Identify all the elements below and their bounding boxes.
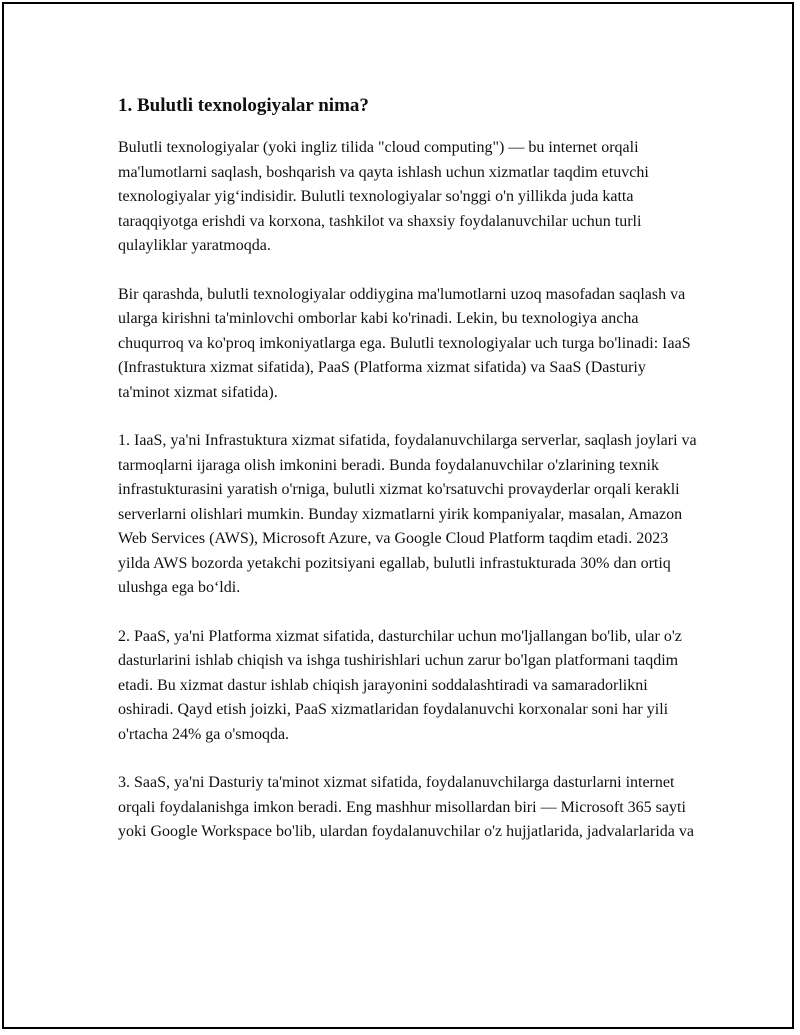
saas-paragraph: 3. SaaS, ya'ni Dasturiy ta'minot xizmat sifatida, foydalanuvchilarga dasturlarni internet orqali foydalanishga imkon beradi. Eng mashhur misollardan biri — Microsoft 365 sayti yoki Google Workspace bo'lib, ulardan foydalanuvchilar o'z hujjatlarida, jadvalarlarida va bbox=[118, 774, 694, 840]
overview-paragraph: Bir qarashda, bulutli texnologiyalar oddiygina ma'lumotlarni uzoq masofadan saqlash va ularga kirishni ta'minlovchi omborlar kabi ko'rinadi. Lekin, bu texnologiya ancha chuqurroq va ko'proq imkoniyatlarga ega. Bulutli texnologiyalar uch turga bo'linadi: IaaS (Infrastuktura xizmat sifatida), PaaS (Platforma xizmat sifatida) va SaaS (Dasturiy ta'minot xizmat sifatida). bbox=[118, 285, 691, 401]
paas-paragraph: 2. PaaS, ya'ni Platforma xizmat sifatida, dasturchilar uchun mo'ljallangan bo'lib, ular o'z dasturlarini ishlab chiqish va ishga tushirishlari uchun zarur bo'lgan platformani taqdim etadi. Bu xizmat dastur ishlab chiqish jarayonini soddalashtiradi va samaradorlikni oshiradi. Qayd etish joizki, PaaS xizmatlaridan foydalanuvchi korxonalar soni har yili o'rtacha 24% ga o'smoqda. bbox=[118, 627, 682, 743]
iaas-paragraph: 1. IaaS, ya'ni Infrastuktura xizmat sifatida, foydalanuvchilarga serverlar, saqlash joylari va tarmoqlarni ijaraga olish imkonini beradi. Bunda foydalanuvchilar o'zlarining texnik infrastukturasini yaratish o'rniga, bulutli xizmat ko'rsatuvchi provayderlar orqali kerakli serverlarni olishlari mumkin. Bunday xizmatlarni yirik kompaniyalar, masalan, Amazon Web Services (AWS), Microsoft Azure, va Google Cloud Platform taqdim etadi. 2023 yilda AWS bozorda yetakchi pozitsiyani egallab, bulutli infrastukturada 30% dan ortiq ulushga ega bo‘ldi. bbox=[118, 432, 697, 596]
intro-paragraph: Bulutli texnologiyalar (yoki ingliz tilida "cloud computing") — bu internet orqali ma'lumotlarni saqlash, boshqarish va qayta ishlash uchun xizmatlar taqdim etuvchi texnologiyalar yig‘indisidir. Bulutli texnologiyalar so'nggi o'n yillikda juda katta taraqqiyotga erishdi va korxona, tashkilot va shaxsiy foydalanuvchilar uchun turli qulayliklar yaratmoqda. bbox=[118, 139, 649, 254]
document-body bbox=[118, 92, 698, 869]
section-heading: 1. Bulutli texnologiyalar nima? bbox=[118, 95, 369, 116]
